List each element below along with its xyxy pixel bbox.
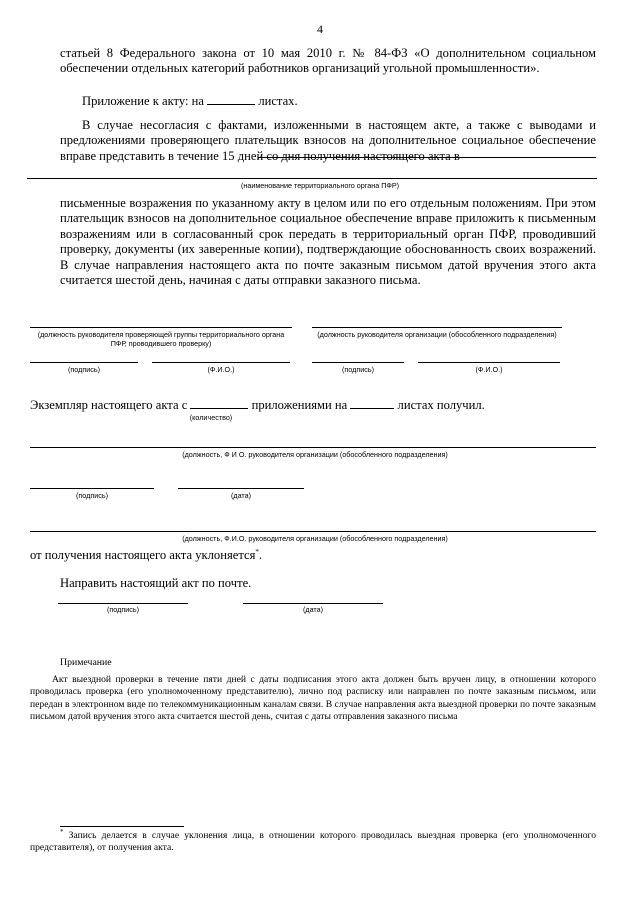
- copy-received-suffix: листах получил.: [397, 398, 485, 412]
- left-fio-caption: (Ф.И.О.): [207, 365, 235, 374]
- send-by-mail: Направить настоящий акт по почте.: [60, 576, 252, 590]
- right-fio-line[interactable]: [418, 362, 560, 363]
- evades-text: от получения настоящего акта уклоняется: [30, 548, 256, 562]
- note-text: Акт выездной проверки в течение пяти дней с даты подписания этого акта должен быть вручен лицу, в отношении которого проводилась проверка (его уполномоченному представителю), лично под расписку или направлен по почте заказным письмом, или передан в электронном виде по телекоммуникационным каналам связи. В случае направления акта выездной проверки по почте заказным письмом датой вручения этого акта считается шестой день, считая с даты отправления заказного письма: [30, 674, 596, 722]
- right-position-caption: (должность руководителя организации (обособленного подразделения): [317, 330, 557, 339]
- left-position-caption: (должность руководителя проверяющей группы территориального органа ПФР, проводившего проверку): [37, 330, 285, 348]
- disagreement-paragraph: В случае несогласия с фактами, изложенными в настоящем акте, а также с выводами и предложениями проверяющего плательщик взносов на дополнительное социальное обеспечение вправе представить в течение 15 дней со дня получения настоящего акта в: [60, 118, 596, 163]
- copy-sheets-blank[interactable]: [350, 397, 394, 409]
- head-fio-caption-1: (должность, Ф И О. руководителя организации (обособленного подразделения): [182, 450, 448, 459]
- evades-line: от получения настоящего акта уклоняется*.: [30, 547, 263, 562]
- page-number: 4: [317, 22, 323, 36]
- footnote-text: Запись делается в случае уклонения лица, в отношении которого проводилась выездная проверка (его уполномоченного представителя), от получения акта.: [30, 830, 596, 854]
- copy-received-middle: приложениями на: [251, 398, 348, 412]
- left-signature-caption: (подпись): [68, 365, 100, 374]
- pfr-body-caption: (наименование территориального органа ПФР): [240, 181, 400, 190]
- note-title: Примечание: [60, 657, 112, 668]
- footnote-separator: [60, 826, 184, 827]
- appendix-line: [60, 93, 596, 109]
- quantity-caption: (количество): [189, 413, 233, 422]
- appendix-prefix: Приложение к акту: на: [82, 94, 204, 108]
- mail-signature-line[interactable]: [58, 603, 188, 604]
- head-fio-line-2[interactable]: [30, 531, 596, 532]
- left-position-line[interactable]: [30, 327, 292, 328]
- objections-paragraph: письменные возражения по указанному акту в целом или по его отдельным положениям. При этом плательщик взносов на дополнительное социальное обеспечение вправе приложить к письменным возражениям или в согласованный срок передать в территориальный орган ПФР, проводивший проверку, документы (их заверенные копии), подтверждающие обоснованность своих возражений. В случае направления настоящего акта по почте заказным письмом датой вручения этого акта считается шестой день, начиная с даты отправки заказного письма.: [60, 196, 596, 288]
- pfr-body-blank-2[interactable]: [27, 178, 597, 179]
- lower-date-caption: (дата): [230, 491, 252, 500]
- appendix-suffix: листах.: [258, 94, 298, 108]
- mail-date-caption: (дата): [302, 605, 324, 614]
- right-position-line[interactable]: [312, 327, 562, 328]
- evades-footnote-mark: *: [255, 547, 259, 556]
- head-fio-caption-2: (должность, Ф.И.О. руководителя организации (обособленного подразделения): [182, 534, 448, 543]
- mail-signature-caption: (подпись): [107, 605, 139, 614]
- right-signature-caption: (подпись): [342, 365, 374, 374]
- head-fio-line-1[interactable]: [30, 447, 596, 448]
- intro-paragraph: статьей 8 Федерального закона от 10 мая 2010 г. № 84-ФЗ «О дополнительном социальном обеспечении отдельных категорий работников организаций угольной промышленности».: [60, 46, 596, 76]
- lower-signature-caption: (подпись): [76, 491, 108, 500]
- left-signature-line[interactable]: [30, 362, 138, 363]
- lower-date-line[interactable]: [178, 488, 304, 489]
- appendix-sheets-blank[interactable]: [207, 93, 255, 105]
- right-signature-line[interactable]: [312, 362, 404, 363]
- mail-date-line[interactable]: [243, 603, 383, 604]
- lower-signature-line[interactable]: [30, 488, 154, 489]
- footnote: [30, 827, 596, 855]
- pfr-body-blank[interactable]: [258, 157, 596, 158]
- left-fio-line[interactable]: [152, 362, 290, 363]
- copy-received-prefix: Экземпляр настоящего акта с: [30, 398, 188, 412]
- footnote-mark: *: [60, 827, 64, 836]
- copy-received-line: [30, 397, 596, 413]
- right-fio-caption: (Ф.И.О.): [475, 365, 503, 374]
- quantity-blank[interactable]: [190, 397, 248, 409]
